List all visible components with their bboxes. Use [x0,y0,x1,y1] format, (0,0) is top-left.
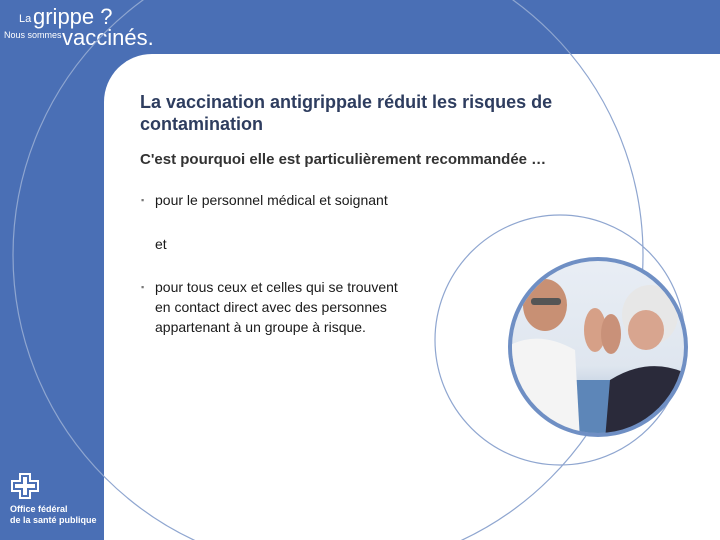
slide-title-line1: La vaccination antigrippale réduit les risques de [140,92,553,112]
slide-title [140,91,640,135]
vaccination-photo [505,255,695,440]
organization-name [10,504,97,526]
swiss-cross-icon [10,472,40,500]
bullet-risk-group [155,277,398,337]
connector-text: et [155,236,167,252]
bullet-risk-group-line1: pour tous ceux et celles qui se trouvent [155,279,398,295]
organization-name-line1: Office fédéral [10,504,68,514]
slide-subtitle: C'est pourquoi elle est particulièrement recommandée … [140,151,547,168]
bullet-risk-group-line2: en contact direct avec des personnes [155,299,387,315]
slide-title-line2: contamination [140,114,264,134]
bullet-marker: ▪ [141,195,145,205]
bullet-medical-staff: pour le personnel médical et soignant [155,192,388,208]
bullet-risk-group-line3: appartenant à un groupe à risque. [155,319,366,335]
organization-name-line2: de la santé publique [10,515,97,525]
logo-nous-sommes: Nous sommes [4,30,62,40]
logo-vaccines: vaccinés. [62,25,154,50]
bullet-marker: ▪ [141,282,145,292]
logo-la: La [19,13,32,25]
logo-grippe: grippe ? [33,4,113,29]
